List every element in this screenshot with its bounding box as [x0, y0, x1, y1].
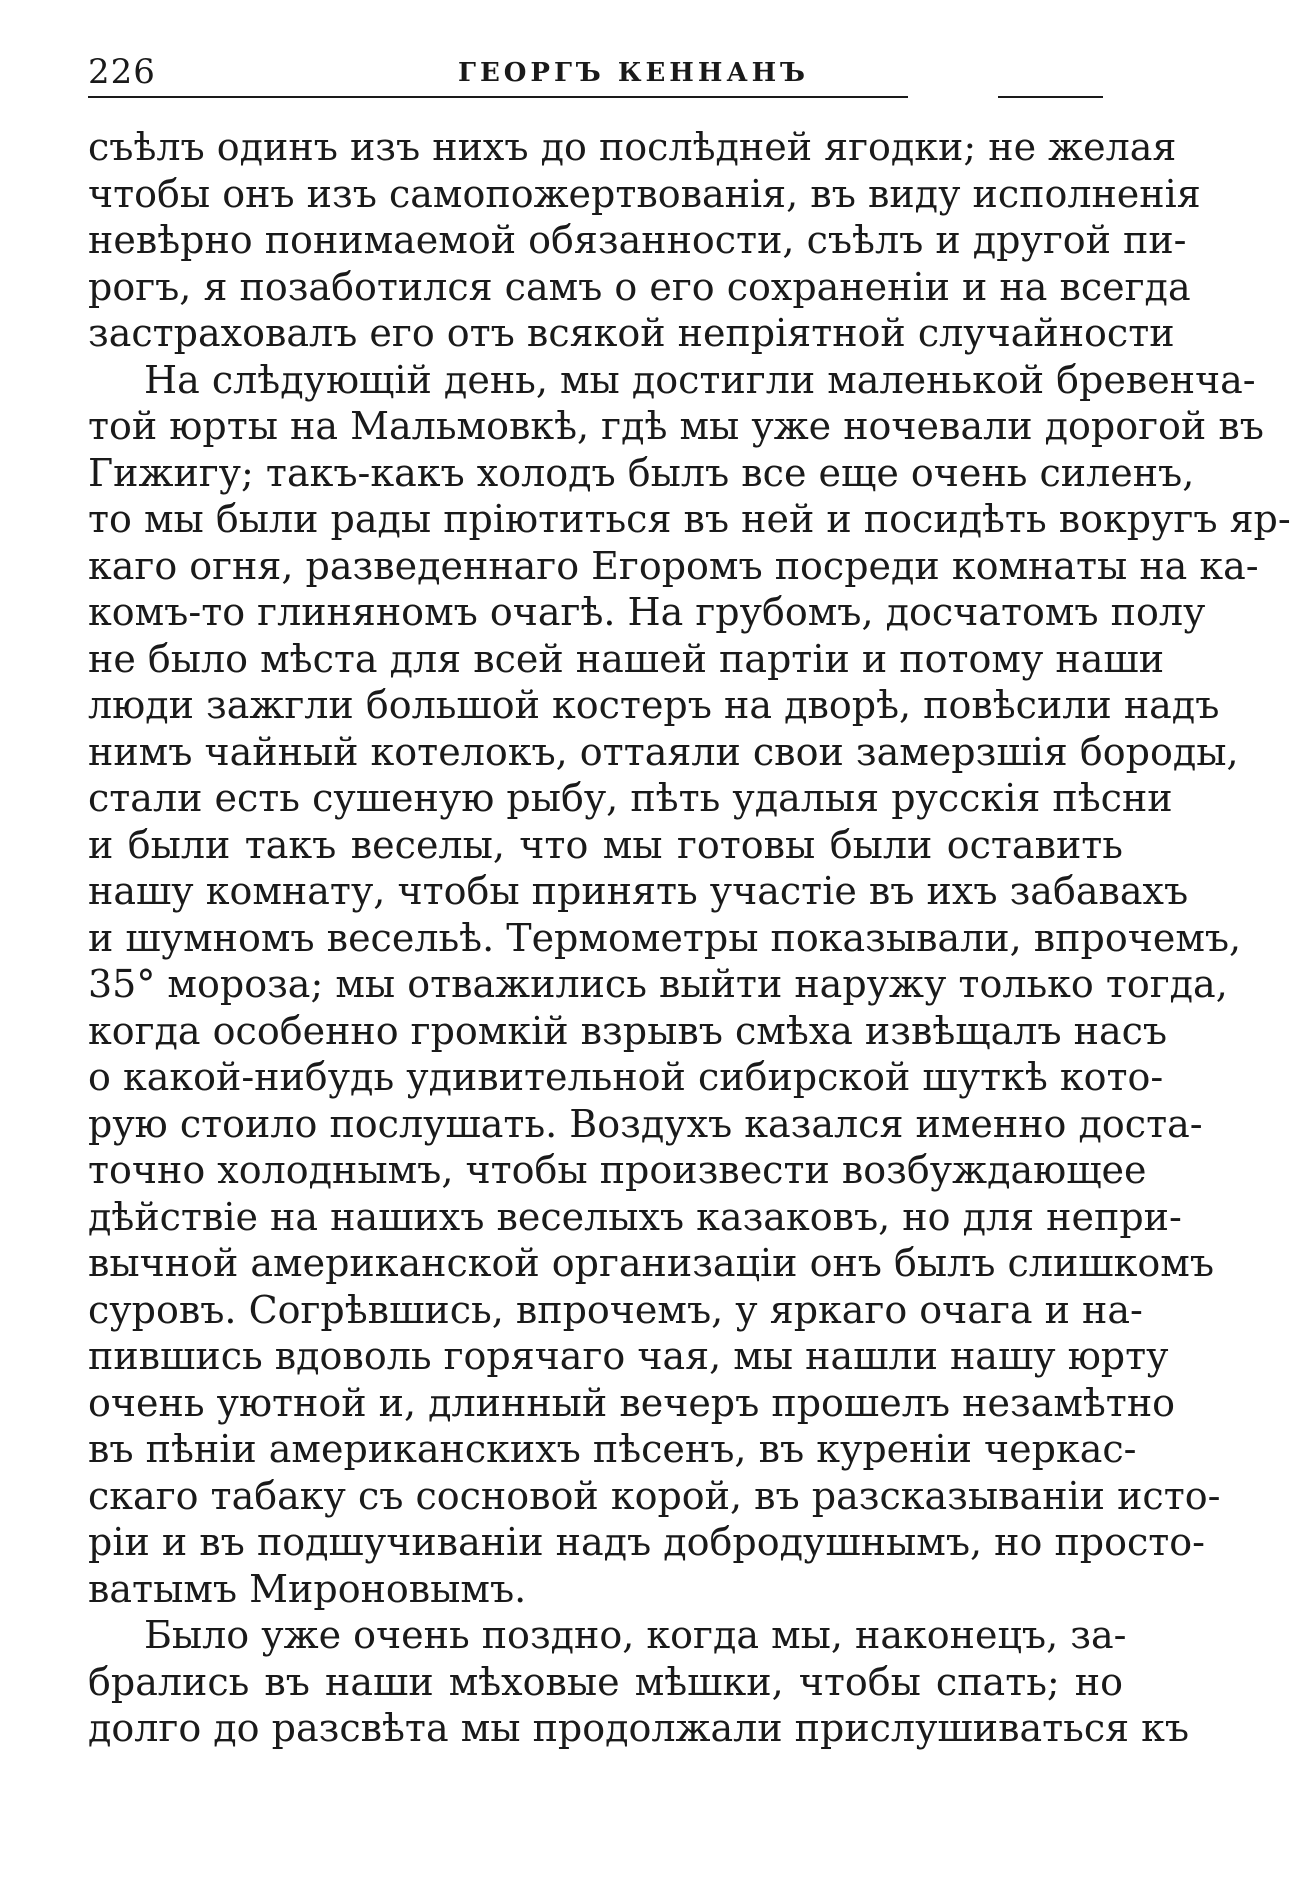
- header-rule: [88, 96, 908, 98]
- text-line: о какой-нибудь удивительной сибирской шуткѣ кото-: [88, 1055, 1164, 1099]
- header-rule-end: [998, 96, 1103, 98]
- text-line: нашу комнату, чтобы принять участіе въ ихъ забавахъ: [88, 869, 1189, 913]
- text-line: застраховалъ его отъ всякой непріятной случайности: [88, 311, 1175, 355]
- text-line: рогъ, я позаботился самъ о его сохраненіи и на всегда: [88, 264, 1191, 309]
- text-line: рую стоило послушать. Воздухъ казался именно доста-: [88, 1101, 1203, 1146]
- text-line: и шумномъ весельѣ. Термометры показывали, впрочемъ,: [88, 915, 1242, 960]
- text-line: скаго табаку съ сосновой корой, въ разсказываніи исто-: [88, 1473, 1221, 1518]
- text-line: дѣйствіе на нашихъ веселыхъ казаковъ, но для непри-: [88, 1194, 1182, 1239]
- text-line: когда особенно громкій взрывъ смѣха извѣщалъ насъ: [88, 1008, 1168, 1053]
- text-line: долго до разсвѣта мы продолжали прислушиваться къ: [88, 1706, 1190, 1750]
- text-line: пившись вдоволь горячаго чая, мы нашли нашу юрту: [88, 1334, 1169, 1378]
- text-line: то мы были рады пріютиться въ ней и посидѣть вокругъ яр-: [88, 497, 1291, 541]
- text-line: нимъ чайный котелокъ, оттаяли свои замерзшія бороды,: [88, 729, 1239, 774]
- text-line: комъ-то глиняномъ очагѣ. На грубомъ, досчатомъ полу: [88, 590, 1206, 634]
- text-line: брались въ наши мѣховые мѣшки, чтобы спать; но: [88, 1659, 1123, 1704]
- text-line: съѣлъ одинъ изъ нихъ до послѣдней ягодки; не желая: [88, 125, 1177, 169]
- text-line: той юрты на Мальмовкѣ, гдѣ мы уже ночевали дорогой въ: [88, 404, 1264, 448]
- book-page: [88, 52, 1291, 1752]
- running-title: ГЕОРГЪ КЕННАНЪ: [458, 58, 810, 88]
- paragraph: [88, 357, 1291, 1613]
- text-line: каго огня, разведеннаго Егоромъ посреди комнаты на ка-: [88, 543, 1259, 588]
- text-line: суровъ. Согрѣвшись, впрочемъ, у яркаго очага и на-: [88, 1287, 1143, 1332]
- text-line: невѣрно понимаемой обязанности, съѣлъ и другой пи-: [88, 218, 1187, 262]
- page-number: 226: [88, 52, 156, 92]
- text-line: стали есть сушеную рыбу, пѣть удалыя русскія пѣсни: [88, 776, 1173, 820]
- text-line: люди зажгли большой костеръ на дворѣ, повѣсили надъ: [88, 683, 1220, 727]
- text-line: Было уже очень поздно, когда мы, наконецъ, за-: [144, 1613, 1127, 1657]
- text-line: очень уютной и, длинный вечеръ прошелъ незамѣтно: [88, 1380, 1176, 1425]
- text-line: не было мѣста для всей нашей партіи и потому наши: [88, 636, 1165, 681]
- text-line: вычной американской организаціи онъ былъ слишкомъ: [88, 1241, 1214, 1285]
- text-line: и были такъ веселы, что мы готовы были оставить: [88, 822, 1123, 867]
- text-line: Гижигу; такъ-какъ холодъ былъ все еще очень силенъ,: [88, 450, 1195, 495]
- running-header: [88, 52, 1123, 98]
- text-line: ватымъ Мироновымъ.: [88, 1566, 527, 1611]
- text-line: чтобы онъ изъ самопожертвованія, въ виду исполненія: [88, 171, 1201, 216]
- text-line: На слѣдующій день, мы достигли маленькой бревенча-: [144, 357, 1256, 402]
- text-line: ріи и въ подшучиваніи надъ добродушнымъ, но просто-: [88, 1520, 1205, 1564]
- paragraph: [88, 1612, 1190, 1752]
- paragraph: [88, 124, 1201, 357]
- text-line: 35° мороза; мы отважились выйти наружу только тогда,: [88, 962, 1228, 1006]
- body-text: [88, 124, 1291, 1752]
- text-line: въ пѣніи американскихъ пѣсенъ, въ куреніи черкас-: [88, 1427, 1137, 1471]
- text-line: точно холоднымъ, чтобы произвести возбуждающее: [88, 1148, 1147, 1192]
